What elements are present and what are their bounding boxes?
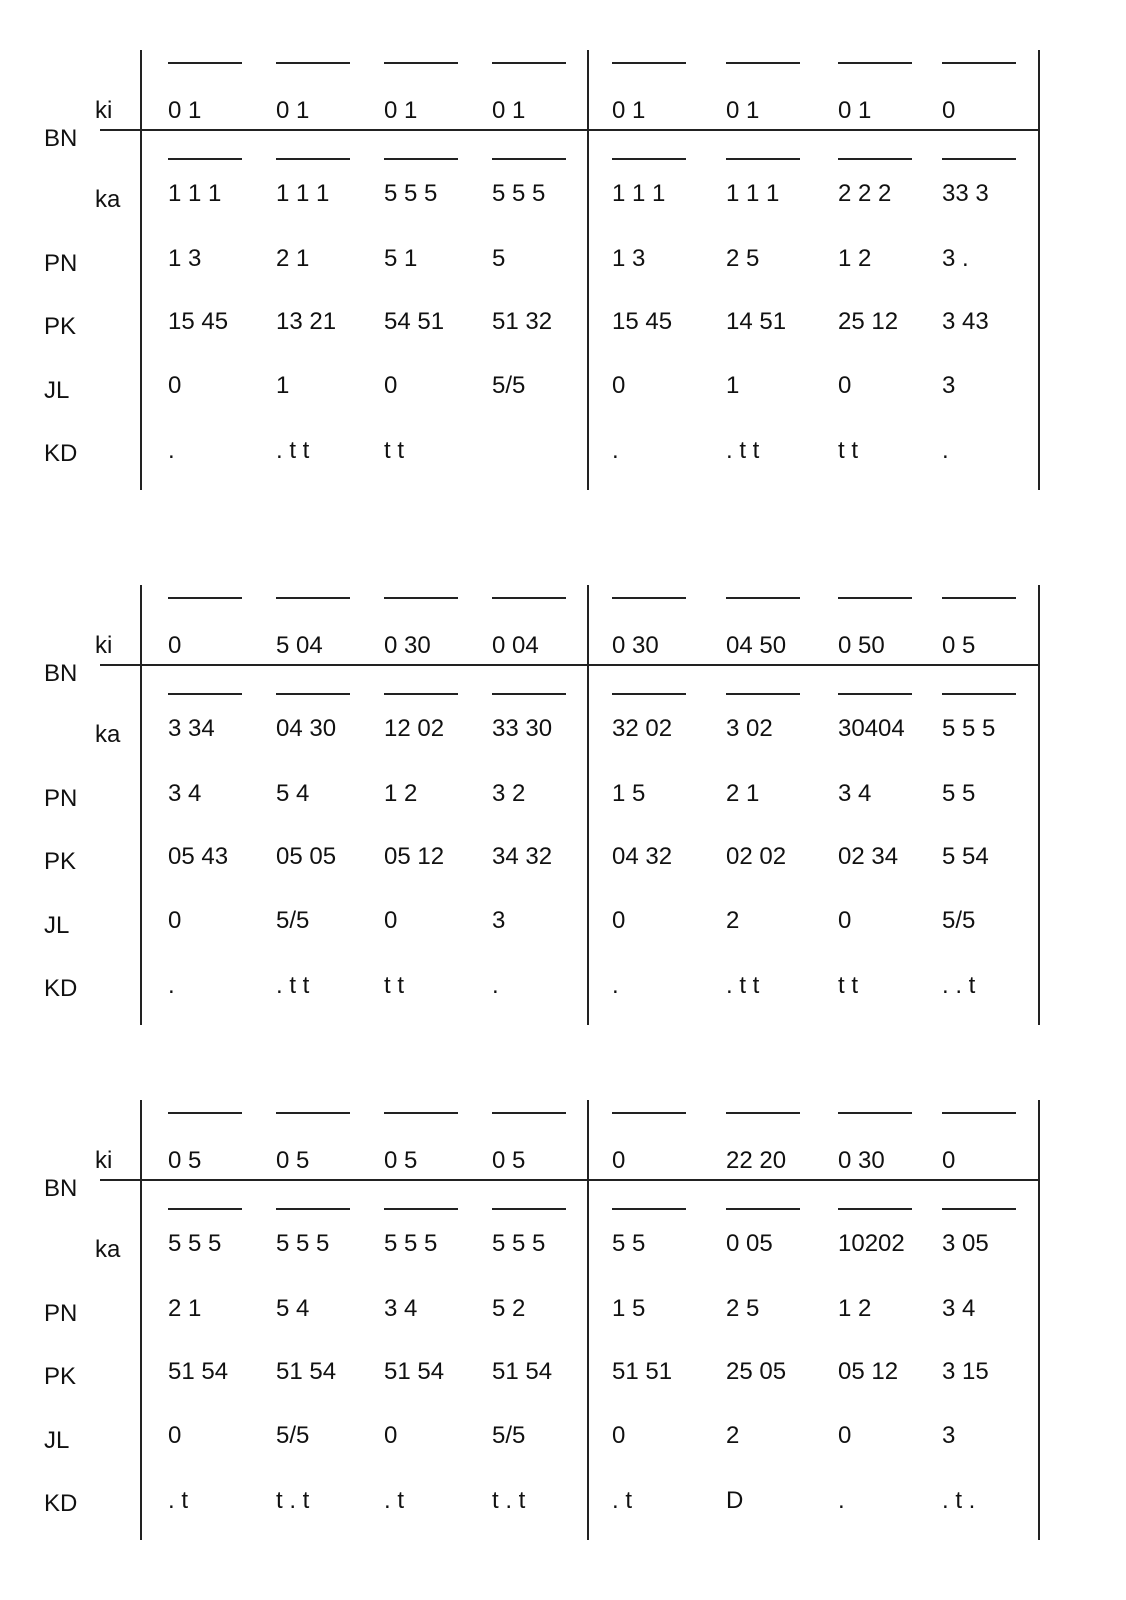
cell-ka: 5 5 5 — [492, 180, 546, 207]
cell-kd: t t — [384, 972, 405, 999]
beam-line — [726, 1112, 800, 1114]
row-label-ka: ka — [95, 721, 121, 748]
score-system — [0, 585, 1126, 1045]
cell-pn: 3 4 — [942, 1295, 976, 1322]
beam-line — [492, 158, 566, 160]
bn-divider-line — [100, 129, 1040, 131]
cell-pk: 13 21 — [276, 308, 337, 335]
beam-line — [612, 1112, 686, 1114]
cell-ki: 0 — [942, 97, 956, 124]
cell-pk: 54 51 — [384, 308, 445, 335]
cell-pn: 3 4 — [384, 1295, 418, 1322]
beam-line — [726, 597, 800, 599]
cell-pk: 05 05 — [276, 843, 337, 870]
beam-line — [492, 1208, 566, 1210]
cell-ki: 0 5 — [492, 1147, 526, 1174]
cell-pk: 04 32 — [612, 843, 673, 870]
cell-jl: 0 — [612, 907, 626, 934]
score-system — [0, 50, 1126, 510]
cell-ki: 0 04 — [492, 632, 539, 659]
cell-ka: 5 5 — [612, 1230, 646, 1257]
cell-ki: 0 30 — [384, 632, 431, 659]
cell-pk: 51 54 — [168, 1358, 229, 1385]
cell-ki: 0 1 — [384, 97, 418, 124]
barline — [140, 50, 142, 490]
beam-line — [168, 1208, 242, 1210]
row-label-bn: BN — [44, 125, 78, 152]
cell-ka: 5 5 5 — [276, 1230, 330, 1257]
cell-ki: 0 30 — [838, 1147, 885, 1174]
cell-ka: 3 05 — [942, 1230, 989, 1257]
cell-kd: . t t — [276, 437, 310, 464]
cell-ka: 1 1 1 — [168, 180, 222, 207]
row-label-jl: JL — [44, 912, 70, 939]
beam-line — [492, 693, 566, 695]
beam-line — [492, 1112, 566, 1114]
row-label-kd: KD — [44, 975, 78, 1002]
cell-kd: . — [942, 437, 949, 464]
cell-jl: 3 — [942, 372, 956, 399]
cell-pk: 25 12 — [838, 308, 899, 335]
cell-ki: 0 — [942, 1147, 956, 1174]
cell-pn: 1 2 — [384, 780, 418, 807]
cell-ka: 3 02 — [726, 715, 773, 742]
cell-jl: 5/5 — [276, 1422, 310, 1449]
cell-pn: 2 1 — [168, 1295, 202, 1322]
bn-divider-line — [100, 664, 1040, 666]
beam-line — [384, 693, 458, 695]
cell-jl: 2 — [726, 907, 740, 934]
cell-pn: 5 1 — [384, 245, 418, 272]
cell-pk: 51 54 — [492, 1358, 553, 1385]
cell-ki: 22 20 — [726, 1147, 787, 1174]
cell-jl: 3 — [492, 907, 506, 934]
beam-line — [726, 62, 800, 64]
cell-ki: 0 5 — [942, 632, 976, 659]
cell-kd: . — [168, 437, 175, 464]
row-label-kd: KD — [44, 1490, 78, 1517]
cell-ka: 10202 — [838, 1230, 905, 1257]
beam-line — [384, 1208, 458, 1210]
cell-jl: 0 — [168, 1422, 182, 1449]
barline — [587, 585, 589, 1025]
beam-line — [612, 1208, 686, 1210]
cell-ka: 2 2 2 — [838, 180, 892, 207]
cell-pn: 1 3 — [612, 245, 646, 272]
cell-ki: 0 — [168, 632, 182, 659]
cell-ki: 0 1 — [492, 97, 526, 124]
beam-line — [276, 1208, 350, 1210]
cell-kd: . t — [384, 1487, 405, 1514]
beam-line — [492, 62, 566, 64]
cell-kd: . t — [168, 1487, 189, 1514]
beam-line — [942, 158, 1016, 160]
beam-line — [168, 158, 242, 160]
row-label-ka: ka — [95, 1236, 121, 1263]
cell-kd: . t t — [726, 437, 760, 464]
beam-line — [276, 158, 350, 160]
row-label-pk: PK — [44, 313, 77, 340]
cell-kd: . t t — [726, 972, 760, 999]
row-label-bn: BN — [44, 660, 78, 687]
beam-line — [384, 62, 458, 64]
cell-ka: 12 02 — [384, 715, 445, 742]
cell-ka: 04 30 — [276, 715, 337, 742]
cell-pk: 05 43 — [168, 843, 229, 870]
beam-line — [276, 1112, 350, 1114]
cell-ki: 0 50 — [838, 632, 885, 659]
beam-line — [838, 693, 912, 695]
cell-jl: 5/5 — [276, 907, 310, 934]
row-label-ki: ki — [95, 632, 113, 659]
barline — [587, 1100, 589, 1540]
cell-pn: 3 4 — [838, 780, 872, 807]
beam-line — [942, 1112, 1016, 1114]
beam-line — [384, 597, 458, 599]
cell-pn: 3 2 — [492, 780, 526, 807]
cell-ka: 5 5 5 — [492, 1230, 546, 1257]
beam-line — [942, 597, 1016, 599]
cell-jl: 2 — [726, 1422, 740, 1449]
cell-ka: 5 5 5 — [384, 180, 438, 207]
cell-pk: 25 05 — [726, 1358, 787, 1385]
cell-kd: . — [612, 972, 619, 999]
cell-ka: 1 1 1 — [726, 180, 780, 207]
cell-kd: t t — [838, 972, 859, 999]
beam-line — [612, 158, 686, 160]
cell-pn: 5 4 — [276, 780, 310, 807]
beam-line — [838, 158, 912, 160]
cell-ka: 30404 — [838, 715, 905, 742]
barline — [140, 1100, 142, 1540]
cell-pk: 05 12 — [384, 843, 445, 870]
cell-ka: 33 3 — [942, 180, 989, 207]
beam-line — [942, 1208, 1016, 1210]
cell-pk: 3 43 — [942, 308, 989, 335]
cell-ka: 0 05 — [726, 1230, 773, 1257]
cell-pn: 3 4 — [168, 780, 202, 807]
cell-ki: 04 50 — [726, 632, 787, 659]
cell-pn: 5 5 — [942, 780, 976, 807]
cell-pn: 2 5 — [726, 1295, 760, 1322]
row-label-ka: ka — [95, 186, 121, 213]
cell-kd: t . t — [492, 1487, 526, 1514]
cell-ki: 0 5 — [276, 1147, 310, 1174]
cell-pn: 2 5 — [726, 245, 760, 272]
beam-line — [838, 1208, 912, 1210]
cell-jl: 0 — [384, 1422, 398, 1449]
row-label-pn: PN — [44, 250, 78, 277]
cell-kd: . — [612, 437, 619, 464]
row-label-jl: JL — [44, 377, 70, 404]
cell-pk: 02 02 — [726, 843, 787, 870]
cell-pn: 1 5 — [612, 780, 646, 807]
cell-pk: 51 32 — [492, 308, 553, 335]
cell-jl: 0 — [384, 372, 398, 399]
beam-line — [612, 597, 686, 599]
cell-ka: 5 5 5 — [384, 1230, 438, 1257]
cell-jl: 0 — [168, 907, 182, 934]
cell-pn: 1 2 — [838, 1295, 872, 1322]
cell-pk: 15 45 — [612, 308, 673, 335]
cell-pn: 1 2 — [838, 245, 872, 272]
cell-kd: . t — [612, 1487, 633, 1514]
cell-jl: 0 — [838, 907, 852, 934]
cell-ki: 0 1 — [276, 97, 310, 124]
cell-pn: 3 . — [942, 245, 969, 272]
beam-line — [942, 62, 1016, 64]
cell-kd: . — [168, 972, 175, 999]
cell-pn: 5 4 — [276, 1295, 310, 1322]
barline — [1038, 1100, 1040, 1540]
cell-jl: 5/5 — [492, 372, 526, 399]
cell-ki: 0 — [612, 1147, 626, 1174]
cell-ki: 0 5 — [384, 1147, 418, 1174]
cell-ki: 0 1 — [838, 97, 872, 124]
beam-line — [384, 158, 458, 160]
cell-pn: 1 5 — [612, 1295, 646, 1322]
row-label-jl: JL — [44, 1427, 70, 1454]
beam-line — [726, 1208, 800, 1210]
cell-jl: 0 — [384, 907, 398, 934]
beam-line — [384, 1112, 458, 1114]
row-label-ki: ki — [95, 1147, 113, 1174]
score-system — [0, 1100, 1126, 1560]
cell-jl: 0 — [838, 372, 852, 399]
row-label-pn: PN — [44, 1300, 78, 1327]
cell-kd: . — [838, 1487, 845, 1514]
cell-jl: 3 — [942, 1422, 956, 1449]
cell-ka: 5 5 5 — [168, 1230, 222, 1257]
cell-kd: . t . — [942, 1487, 976, 1514]
cell-ki: 0 5 — [168, 1147, 202, 1174]
beam-line — [942, 693, 1016, 695]
cell-jl: 0 — [612, 1422, 626, 1449]
cell-pk: 34 32 — [492, 843, 553, 870]
cell-kd: . t t — [276, 972, 310, 999]
cell-pk: 05 12 — [838, 1358, 899, 1385]
cell-ka: 3 34 — [168, 715, 215, 742]
cell-kd: D — [726, 1487, 744, 1514]
beam-line — [168, 1112, 242, 1114]
cell-pn: 2 1 — [276, 245, 310, 272]
beam-line — [276, 597, 350, 599]
cell-ka: 5 5 5 — [942, 715, 996, 742]
cell-kd: . . t — [942, 972, 976, 999]
cell-pk: 51 51 — [612, 1358, 673, 1385]
row-label-pk: PK — [44, 848, 77, 875]
beam-line — [168, 62, 242, 64]
beam-line — [838, 597, 912, 599]
beam-line — [838, 62, 912, 64]
barline — [1038, 585, 1040, 1025]
beam-line — [838, 1112, 912, 1114]
cell-pk: 51 54 — [384, 1358, 445, 1385]
beam-line — [612, 62, 686, 64]
beam-line — [612, 693, 686, 695]
bn-divider-line — [100, 1179, 1040, 1181]
cell-kd: t t — [384, 437, 405, 464]
row-label-pk: PK — [44, 1363, 77, 1390]
cell-ki: 0 30 — [612, 632, 659, 659]
cell-pk: 51 54 — [276, 1358, 337, 1385]
cell-ka: 1 1 1 — [612, 180, 666, 207]
cell-ka: 1 1 1 — [276, 180, 330, 207]
row-label-kd: KD — [44, 440, 78, 467]
cell-pk: 02 34 — [838, 843, 899, 870]
cell-pk: 3 15 — [942, 1358, 989, 1385]
beam-line — [492, 597, 566, 599]
cell-jl: 1 — [726, 372, 740, 399]
cell-pk: 15 45 — [168, 308, 229, 335]
cell-ka: 33 30 — [492, 715, 553, 742]
cell-jl: 1 — [276, 372, 290, 399]
cell-pk: 14 51 — [726, 308, 787, 335]
cell-jl: 0 — [838, 1422, 852, 1449]
cell-ki: 5 04 — [276, 632, 323, 659]
cell-pn: 2 1 — [726, 780, 760, 807]
cell-ki: 0 1 — [168, 97, 202, 124]
beam-line — [726, 158, 800, 160]
row-label-ki: ki — [95, 97, 113, 124]
barline — [587, 50, 589, 490]
cell-ki: 0 1 — [612, 97, 646, 124]
barline — [140, 585, 142, 1025]
cell-kd: t . t — [276, 1487, 310, 1514]
cell-pk: 5 54 — [942, 843, 989, 870]
cell-ka: 32 02 — [612, 715, 673, 742]
cell-pn: 1 3 — [168, 245, 202, 272]
beam-line — [276, 693, 350, 695]
cell-pn: 5 — [492, 245, 506, 272]
beam-line — [168, 693, 242, 695]
row-label-pn: PN — [44, 785, 78, 812]
cell-pn: 5 2 — [492, 1295, 526, 1322]
cell-kd: . — [492, 972, 499, 999]
cell-jl: 0 — [612, 372, 626, 399]
cell-jl: 0 — [168, 372, 182, 399]
cell-jl: 5/5 — [492, 1422, 526, 1449]
cell-ki: 0 1 — [726, 97, 760, 124]
beam-line — [276, 62, 350, 64]
cell-kd: t t — [838, 437, 859, 464]
beam-line — [168, 597, 242, 599]
barline — [1038, 50, 1040, 490]
beam-line — [726, 693, 800, 695]
row-label-bn: BN — [44, 1175, 78, 1202]
cell-jl: 5/5 — [942, 907, 976, 934]
